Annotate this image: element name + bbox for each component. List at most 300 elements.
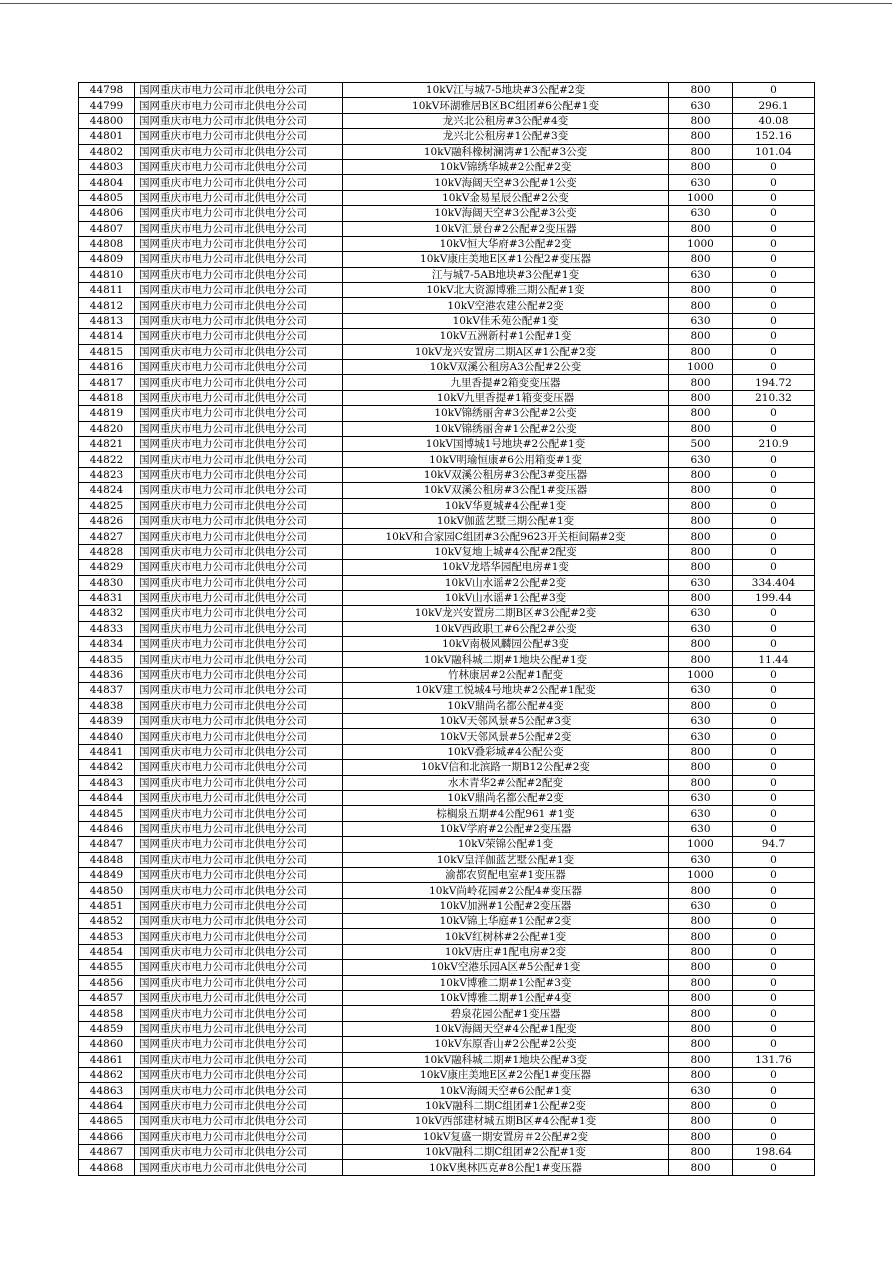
cell-transformer-name: 10kV海阔天空#6公配#1变: [343, 1083, 669, 1098]
cell-capacity: 800: [669, 760, 733, 775]
cell-id: 44836: [79, 667, 135, 682]
cell-company: 国网重庆市电力公司市北供电分公司: [135, 575, 343, 590]
cell-value: 0: [733, 83, 815, 98]
cell-id: 44799: [79, 98, 135, 113]
cell-capacity: 800: [669, 960, 733, 975]
cell-id: 44843: [79, 775, 135, 790]
cell-value: 0: [733, 560, 815, 575]
cell-id: 44810: [79, 267, 135, 282]
table-row: [79, 329, 815, 344]
cell-capacity: 630: [669, 175, 733, 190]
cell-transformer-name: 10kV融科橡树澜湾#1公配#3公变: [343, 144, 669, 159]
cell-capacity: 630: [669, 714, 733, 729]
cell-id: 44819: [79, 406, 135, 421]
cell-value: 0: [733, 313, 815, 328]
cell-id: 44835: [79, 652, 135, 667]
cell-value: 0: [733, 283, 815, 298]
cell-capacity: 630: [669, 98, 733, 113]
cell-company: 国网重庆市电力公司市北供电分公司: [135, 1098, 343, 1113]
cell-capacity: 800: [669, 375, 733, 390]
cell-capacity: 800: [669, 406, 733, 421]
cell-transformer-name: 10kV鼎尚名都公配#4变: [343, 698, 669, 713]
cell-capacity: 800: [669, 298, 733, 313]
table-row: [79, 144, 815, 159]
cell-transformer-name: 10kV叠彩城#4公配公变: [343, 744, 669, 759]
cell-id: 44823: [79, 467, 135, 482]
table-row: [79, 1114, 815, 1129]
table-row: [79, 1021, 815, 1036]
cell-capacity: 800: [669, 467, 733, 482]
cell-value: 0: [733, 975, 815, 990]
cell-company: 国网重庆市电力公司市北供电分公司: [135, 914, 343, 929]
cell-id: 44845: [79, 806, 135, 821]
table-row: [79, 867, 815, 882]
cell-capacity: 800: [669, 252, 733, 267]
cell-company: 国网重庆市电力公司市北供电分公司: [135, 714, 343, 729]
cell-capacity: 800: [669, 498, 733, 513]
cell-company: 国网重庆市电力公司市北供电分公司: [135, 375, 343, 390]
cell-value: 0: [733, 1068, 815, 1083]
cell-transformer-name: 10kV龙兴安置房二期A区#1公配#2变: [343, 344, 669, 359]
cell-value: 152.16: [733, 129, 815, 144]
cell-id: 44827: [79, 529, 135, 544]
cell-id: 44805: [79, 190, 135, 205]
cell-transformer-name: 10kV九里香提#1箱变变压器: [343, 390, 669, 405]
table-row: [79, 1083, 815, 1098]
cell-value: 0: [733, 498, 815, 513]
table-row: [79, 483, 815, 498]
cell-capacity: 800: [669, 283, 733, 298]
table-row: [79, 883, 815, 898]
table-row: [79, 606, 815, 621]
cell-capacity: 1000: [669, 867, 733, 882]
cell-capacity: 800: [669, 221, 733, 236]
cell-id: 44818: [79, 390, 135, 405]
cell-value: 199.44: [733, 590, 815, 605]
cell-id: 44807: [79, 221, 135, 236]
cell-company: 国网重庆市电力公司市北供电分公司: [135, 991, 343, 1006]
cell-id: 44841: [79, 744, 135, 759]
cell-company: 国网重庆市电力公司市北供电分公司: [135, 775, 343, 790]
cell-transformer-name: 10kV天邻风景#5公配#2变: [343, 729, 669, 744]
cell-id: 44804: [79, 175, 135, 190]
cell-capacity: 630: [669, 313, 733, 328]
cell-transformer-name: 龙兴北公租房#1公配#3变: [343, 129, 669, 144]
table-row: [79, 529, 815, 544]
cell-capacity: 800: [669, 929, 733, 944]
cell-company: 国网重庆市电力公司市北供电分公司: [135, 98, 343, 113]
cell-value: 0: [733, 960, 815, 975]
cell-id: 44808: [79, 236, 135, 251]
cell-transformer-name: 10kV锦绣丽舍#3公配#2公变: [343, 406, 669, 421]
cell-transformer-name: 10kV国博城1号地块#2公配#1变: [343, 436, 669, 451]
cell-capacity: 800: [669, 1129, 733, 1144]
cell-id: 44822: [79, 452, 135, 467]
cell-value: 0: [733, 944, 815, 959]
cell-capacity: 800: [669, 1006, 733, 1021]
cell-capacity: 630: [669, 806, 733, 821]
cell-company: 国网重庆市电力公司市北供电分公司: [135, 1052, 343, 1067]
table-body: [79, 83, 815, 1176]
cell-value: 0: [733, 898, 815, 913]
table-row: [79, 714, 815, 729]
cell-capacity: 800: [669, 944, 733, 959]
cell-capacity: 800: [669, 390, 733, 405]
table-row: [79, 1068, 815, 1083]
cell-id: 44851: [79, 898, 135, 913]
cell-capacity: 630: [669, 621, 733, 636]
cell-value: 0: [733, 714, 815, 729]
cell-company: 国网重庆市电力公司市北供电分公司: [135, 944, 343, 959]
cell-transformer-name: 10kV复盛一期安置房＃2公配#2变: [343, 1129, 669, 1144]
cell-capacity: 800: [669, 698, 733, 713]
page-top-rule: [0, 3, 892, 4]
cell-company: 国网重庆市电力公司市北供电分公司: [135, 529, 343, 544]
cell-id: 44809: [79, 252, 135, 267]
cell-id: 44860: [79, 1037, 135, 1052]
table-row: [79, 590, 815, 605]
cell-value: 334.404: [733, 575, 815, 590]
table-row: [79, 498, 815, 513]
cell-value: 210.9: [733, 436, 815, 451]
cell-capacity: 800: [669, 1160, 733, 1175]
table-row: [79, 283, 815, 298]
cell-id: 44806: [79, 206, 135, 221]
table-row: [79, 159, 815, 174]
cell-transformer-name: 10kV融科城二期#1地块公配#3变: [343, 1052, 669, 1067]
cell-capacity: 800: [669, 637, 733, 652]
cell-value: 131.76: [733, 1052, 815, 1067]
cell-id: 44842: [79, 760, 135, 775]
cell-company: 国网重庆市电力公司市北供电分公司: [135, 329, 343, 344]
cell-capacity: 800: [669, 560, 733, 575]
cell-capacity: 800: [669, 914, 733, 929]
cell-company: 国网重庆市电力公司市北供电分公司: [135, 159, 343, 174]
cell-transformer-name: 10kV恒大华府#3公配#2变: [343, 236, 669, 251]
cell-transformer-name: 10kV海阔天空#3公配#3公变: [343, 206, 669, 221]
cell-value: 0: [733, 452, 815, 467]
cell-transformer-name: 10kV学府#2公配#2变压器: [343, 821, 669, 836]
cell-value: 0: [733, 467, 815, 482]
cell-transformer-name: 10kV荣锦公配#1变: [343, 837, 669, 852]
table-row: [79, 267, 815, 282]
cell-transformer-name: 10kV红树林#2公配#1变: [343, 929, 669, 944]
cell-value: 0: [733, 298, 815, 313]
cell-company: 国网重庆市电力公司市北供电分公司: [135, 1160, 343, 1175]
cell-transformer-name: 10kV奥林匹克#8公配1#变压器: [343, 1160, 669, 1175]
cell-company: 国网重庆市电力公司市北供电分公司: [135, 206, 343, 221]
cell-value: 0: [733, 159, 815, 174]
cell-transformer-name: 10kV锦上华庭#1公配#2变: [343, 914, 669, 929]
cell-transformer-name: 10kV融科城二期#1地块公配#1变: [343, 652, 669, 667]
cell-transformer-name: 10kV博雅二期#1公配#3变: [343, 975, 669, 990]
cell-capacity: 630: [669, 821, 733, 836]
cell-company: 国网重庆市电力公司市北供电分公司: [135, 621, 343, 636]
cell-transformer-name: 10kV建工悦城4号地块#2公配#1配变: [343, 683, 669, 698]
cell-id: 44811: [79, 283, 135, 298]
cell-value: 0: [733, 914, 815, 929]
cell-transformer-name: 10kV和合家园C组团#3公配9623开关柜间隔#2变: [343, 529, 669, 544]
cell-value: 0: [733, 929, 815, 944]
cell-company: 国网重庆市电力公司市北供电分公司: [135, 190, 343, 205]
cell-id: 44852: [79, 914, 135, 929]
cell-company: 国网重庆市电力公司市北供电分公司: [135, 837, 343, 852]
cell-capacity: 630: [669, 729, 733, 744]
cell-value: 0: [733, 206, 815, 221]
cell-transformer-name: 碧泉花园公配#1变压器: [343, 1006, 669, 1021]
cell-company: 国网重庆市电力公司市北供电分公司: [135, 560, 343, 575]
cell-value: 0: [733, 421, 815, 436]
table-row: [79, 390, 815, 405]
cell-transformer-name: 10kV海阔天空#3公配#1公变: [343, 175, 669, 190]
table-row: [79, 1006, 815, 1021]
cell-company: 国网重庆市电力公司市北供电分公司: [135, 1144, 343, 1159]
cell-id: 44864: [79, 1098, 135, 1113]
cell-value: 0: [733, 252, 815, 267]
table-row: [79, 206, 815, 221]
cell-id: 44839: [79, 714, 135, 729]
cell-transformer-name: 10kV空港乐园A区#5公配#1变: [343, 960, 669, 975]
cell-value: 0: [733, 1037, 815, 1052]
cell-id: 44826: [79, 513, 135, 528]
cell-company: 国网重庆市电力公司市北供电分公司: [135, 221, 343, 236]
cell-capacity: 630: [669, 452, 733, 467]
cell-transformer-name: 10kV皇洋伽蓝艺墅公配#1变: [343, 852, 669, 867]
table-row: [79, 944, 815, 959]
cell-capacity: 800: [669, 113, 733, 128]
table-row: [79, 729, 815, 744]
cell-capacity: 630: [669, 206, 733, 221]
table-row: [79, 298, 815, 313]
table-row: [79, 621, 815, 636]
cell-id: 44866: [79, 1129, 135, 1144]
cell-value: 0: [733, 883, 815, 898]
cell-value: 0: [733, 606, 815, 621]
cell-capacity: 800: [669, 483, 733, 498]
cell-company: 国网重庆市电力公司市北供电分公司: [135, 452, 343, 467]
cell-company: 国网重庆市电力公司市北供电分公司: [135, 606, 343, 621]
table-row: [79, 129, 815, 144]
table-row: [79, 575, 815, 590]
cell-value: 0: [733, 513, 815, 528]
cell-id: 44857: [79, 991, 135, 1006]
table-row: [79, 806, 815, 821]
cell-company: 国网重庆市电力公司市北供电分公司: [135, 883, 343, 898]
table-row: [79, 513, 815, 528]
cell-value: 0: [733, 1160, 815, 1175]
table-row: [79, 344, 815, 359]
cell-value: 0: [733, 1006, 815, 1021]
cell-company: 国网重庆市电力公司市北供电分公司: [135, 390, 343, 405]
cell-capacity: 630: [669, 683, 733, 698]
cell-company: 国网重庆市电力公司市北供电分公司: [135, 1037, 343, 1052]
cell-capacity: 800: [669, 1068, 733, 1083]
cell-value: 0: [733, 175, 815, 190]
cell-capacity: 1000: [669, 667, 733, 682]
cell-id: 44833: [79, 621, 135, 636]
cell-capacity: 800: [669, 991, 733, 1006]
cell-transformer-name: 10kV龙兴安置房二期B区#3公配#2变: [343, 606, 669, 621]
cell-id: 44829: [79, 560, 135, 575]
table-row: [79, 406, 815, 421]
cell-capacity: 800: [669, 975, 733, 990]
cell-capacity: 800: [669, 1021, 733, 1036]
cell-value: 0: [733, 1129, 815, 1144]
table-row: [79, 991, 815, 1006]
cell-capacity: 630: [669, 898, 733, 913]
cell-company: 国网重庆市电力公司市北供电分公司: [135, 144, 343, 159]
cell-company: 国网重庆市电力公司市北供电分公司: [135, 421, 343, 436]
cell-company: 国网重庆市电力公司市北供电分公司: [135, 313, 343, 328]
cell-capacity: 800: [669, 775, 733, 790]
cell-transformer-name: 水木青华2#公配#2配变: [343, 775, 669, 790]
cell-capacity: 800: [669, 652, 733, 667]
table-row: [79, 1129, 815, 1144]
cell-transformer-name: 10kV博雅二期#1公配#4变: [343, 991, 669, 1006]
cell-id: 44855: [79, 960, 135, 975]
cell-capacity: 630: [669, 606, 733, 621]
cell-company: 国网重庆市电力公司市北供电分公司: [135, 637, 343, 652]
table-row: [79, 852, 815, 867]
cell-capacity: 630: [669, 267, 733, 282]
cell-transformer-name: 10kV西部建材城五期B区#4公配#1变: [343, 1114, 669, 1129]
cell-value: 0: [733, 360, 815, 375]
cell-transformer-name: 10kV复地上城#4公配#2配变: [343, 544, 669, 559]
table-row: [79, 652, 815, 667]
cell-id: 44868: [79, 1160, 135, 1175]
cell-transformer-name: 10kV佳禾苑公配#1变: [343, 313, 669, 328]
cell-id: 44856: [79, 975, 135, 990]
cell-capacity: 800: [669, 1114, 733, 1129]
cell-value: 0: [733, 667, 815, 682]
table-row: [79, 683, 815, 698]
cell-company: 国网重庆市电力公司市北供电分公司: [135, 267, 343, 282]
cell-capacity: 1000: [669, 236, 733, 251]
table-row: [79, 929, 815, 944]
cell-id: 44848: [79, 852, 135, 867]
cell-value: 0: [733, 790, 815, 805]
table-row: [79, 221, 815, 236]
cell-id: 44853: [79, 929, 135, 944]
cell-capacity: 630: [669, 790, 733, 805]
table-row: [79, 975, 815, 990]
cell-transformer-name: 10kV伽蓝艺墅三期公配#1变: [343, 513, 669, 528]
cell-value: 0: [733, 775, 815, 790]
cell-capacity: 800: [669, 590, 733, 605]
cell-value: 0: [733, 852, 815, 867]
cell-transformer-name: 10kV信和北滨路一期B12公配#2变: [343, 760, 669, 775]
cell-value: 0: [733, 806, 815, 821]
table-row: [79, 790, 815, 805]
cell-value: 0: [733, 637, 815, 652]
cell-id: 44863: [79, 1083, 135, 1098]
cell-company: 国网重庆市电力公司市北供电分公司: [135, 960, 343, 975]
cell-transformer-name: 10kV唐庄#1配电房#2变: [343, 944, 669, 959]
cell-company: 国网重庆市电力公司市北供电分公司: [135, 236, 343, 251]
cell-transformer-name: 10kV尚岭花园#2公配4#变压器: [343, 883, 669, 898]
cell-company: 国网重庆市电力公司市北供电分公司: [135, 652, 343, 667]
cell-company: 国网重庆市电力公司市北供电分公司: [135, 406, 343, 421]
cell-company: 国网重庆市电力公司市北供电分公司: [135, 83, 343, 98]
cell-transformer-name: 10kV天邻风景#5公配#3变: [343, 714, 669, 729]
table-row: [79, 821, 815, 836]
cell-id: 44817: [79, 375, 135, 390]
cell-id: 44858: [79, 1006, 135, 1021]
cell-company: 国网重庆市电力公司市北供电分公司: [135, 1006, 343, 1021]
table-row: [79, 960, 815, 975]
cell-value: 0: [733, 683, 815, 698]
cell-capacity: 800: [669, 144, 733, 159]
cell-capacity: 800: [669, 159, 733, 174]
cell-value: 0: [733, 744, 815, 759]
cell-company: 国网重庆市电力公司市北供电分公司: [135, 590, 343, 605]
table-row: [79, 175, 815, 190]
table-row: [79, 98, 815, 113]
cell-transformer-name: 10kV鼎尚名都公配#2变: [343, 790, 669, 805]
cell-id: 44840: [79, 729, 135, 744]
table-row: [79, 83, 815, 98]
cell-id: 44798: [79, 83, 135, 98]
cell-transformer-name: 10kV康庄美地E区#2公配1#变压器: [343, 1068, 669, 1083]
cell-id: 44847: [79, 837, 135, 852]
cell-company: 国网重庆市电力公司市北供电分公司: [135, 344, 343, 359]
cell-transformer-name: 10kV锦绣丽舍#1公配#2公变: [343, 421, 669, 436]
cell-company: 国网重庆市电力公司市北供电分公司: [135, 698, 343, 713]
table-row: [79, 637, 815, 652]
cell-transformer-name: 10kV融科二期C组团#1公配#2变: [343, 1098, 669, 1113]
cell-id: 44815: [79, 344, 135, 359]
cell-id: 44812: [79, 298, 135, 313]
cell-value: 0: [733, 698, 815, 713]
cell-company: 国网重庆市电力公司市北供电分公司: [135, 175, 343, 190]
table-row: [79, 898, 815, 913]
cell-value: 11.44: [733, 652, 815, 667]
cell-capacity: 800: [669, 513, 733, 528]
cell-company: 国网重庆市电力公司市北供电分公司: [135, 283, 343, 298]
cell-id: 44834: [79, 637, 135, 652]
cell-id: 44861: [79, 1052, 135, 1067]
table-row: [79, 236, 815, 251]
cell-capacity: 800: [669, 83, 733, 98]
cell-value: 0: [733, 1083, 815, 1098]
cell-id: 44865: [79, 1114, 135, 1129]
cell-id: 44859: [79, 1021, 135, 1036]
cell-transformer-name: 10kV融科二期C组团#2公配#1变: [343, 1144, 669, 1159]
cell-company: 国网重庆市电力公司市北供电分公司: [135, 790, 343, 805]
cell-id: 44820: [79, 421, 135, 436]
cell-value: 198.64: [733, 1144, 815, 1159]
cell-capacity: 800: [669, 529, 733, 544]
cell-value: 40.08: [733, 113, 815, 128]
cell-value: 0: [733, 344, 815, 359]
cell-value: 194.72: [733, 375, 815, 390]
table-row: [79, 113, 815, 128]
cell-transformer-name: 棕榈泉五期#4公配961 #1变: [343, 806, 669, 821]
cell-id: 44821: [79, 436, 135, 451]
cell-value: 0: [733, 760, 815, 775]
table-row: [79, 544, 815, 559]
cell-capacity: 800: [669, 421, 733, 436]
cell-value: 210.32: [733, 390, 815, 405]
cell-transformer-name: 10kV五洲新村#1公配#1变: [343, 329, 669, 344]
cell-transformer-name: 10kV山水谣#2公配#2变: [343, 575, 669, 590]
cell-transformer-name: 九里香提#2箱变变压器: [343, 375, 669, 390]
table-row: [79, 360, 815, 375]
cell-transformer-name: 10kV华夏城#4公配#1变: [343, 498, 669, 513]
cell-transformer-name: 竹林康居#2公配#1配变: [343, 667, 669, 682]
cell-id: 44838: [79, 698, 135, 713]
table-row: [79, 421, 815, 436]
